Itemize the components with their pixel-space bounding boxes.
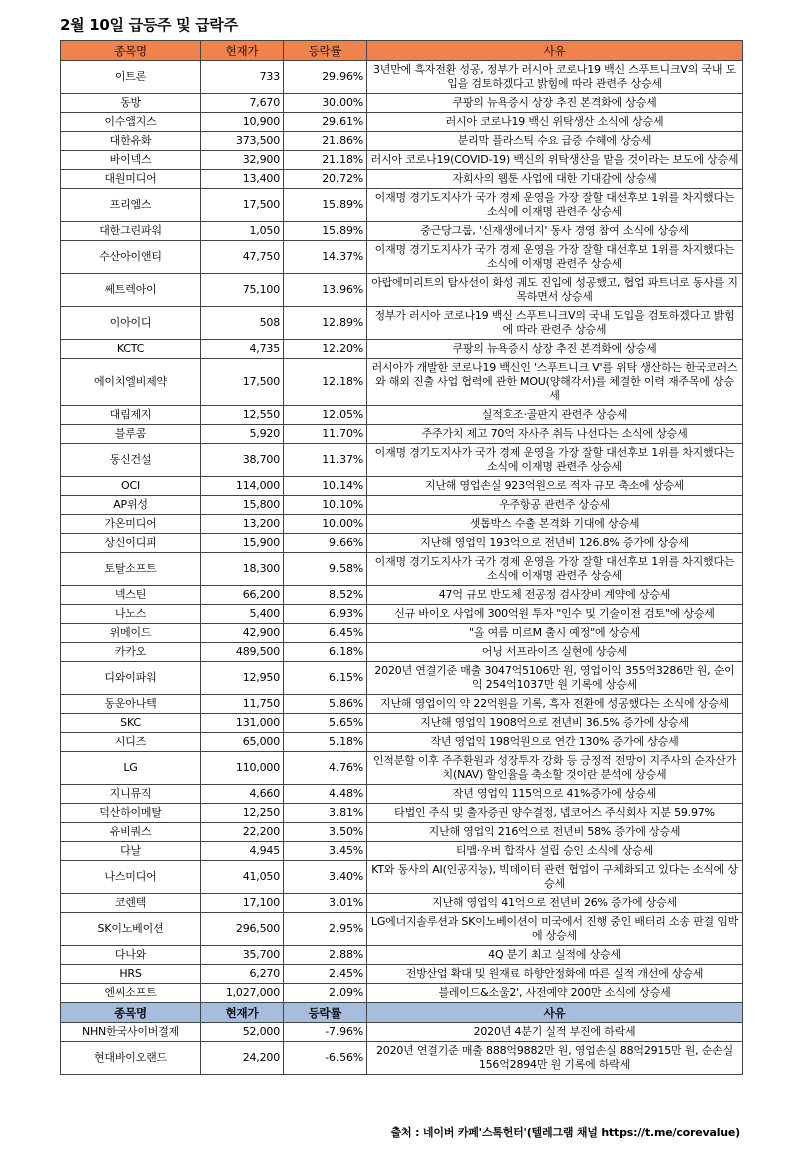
losers-header-row xyxy=(61,1003,743,1023)
stock-reason: 러시아 코로나19(COVID-19) 백신의 위탁생산을 맡을 것이라는 보도에 상승세 xyxy=(367,151,743,170)
stock-rate: -7.96% xyxy=(284,1023,367,1042)
table-row xyxy=(61,515,743,534)
stock-rate: 6.15% xyxy=(284,662,367,695)
stock-price: 35,700 xyxy=(201,946,284,965)
stock-price: 5,400 xyxy=(201,605,284,624)
stock-rate: 3.81% xyxy=(284,804,367,823)
stock-rate: 11.37% xyxy=(284,444,367,477)
stock-price: 24,200 xyxy=(201,1042,284,1075)
stock-reason: 이재명 경기도지사가 국가 경제 운영을 가장 잘할 대선후보 1위를 차지했다는 소식에 이재명 관련주 상승세 xyxy=(367,241,743,274)
stock-price: 6,270 xyxy=(201,965,284,984)
stock-rate: 2.88% xyxy=(284,946,367,965)
stock-name: 나스미디어 xyxy=(61,861,201,894)
stock-reason: 지난해 영업이익 약 22억원을 기록, 흑자 전환에 성공했다는 소식에 상승세 xyxy=(367,695,743,714)
table-row xyxy=(61,785,743,804)
stock-price: 296,500 xyxy=(201,913,284,946)
stock-name: 넥스틴 xyxy=(61,586,201,605)
stock-name: KCTC xyxy=(61,340,201,359)
stock-rate: 4.48% xyxy=(284,785,367,804)
header-name: 종목명 xyxy=(61,41,201,61)
stock-price: 41,050 xyxy=(201,861,284,894)
stock-reason: 지난해 영업익 216억으로 전년비 58% 증가에 상승세 xyxy=(367,823,743,842)
header-reason: 사유 xyxy=(367,41,743,61)
stock-rate: 6.45% xyxy=(284,624,367,643)
stock-reason: 쿠팡의 뉴욕증시 상장 추진 본격화에 상승세 xyxy=(367,94,743,113)
stock-rate: 10.14% xyxy=(284,477,367,496)
stock-reason: LG에너지솔루션과 SK이노베이션이 미국에서 진행 중인 배터리 소송 판결 임박에 상승세 xyxy=(367,913,743,946)
stock-name: 이트론 xyxy=(61,61,201,94)
stock-rate: 3.50% xyxy=(284,823,367,842)
stock-name: 다날 xyxy=(61,842,201,861)
table-row xyxy=(61,1023,743,1042)
stock-name: 엔씨소프트 xyxy=(61,984,201,1003)
table-row xyxy=(61,1042,743,1075)
stock-reason: 이재명 경기도지사가 국가 경제 운영을 가장 잘할 대선후보 1위를 차지했다는 소식에 이재명 관련주 상승세 xyxy=(367,444,743,477)
stock-price: 18,300 xyxy=(201,553,284,586)
stock-rate: 10.10% xyxy=(284,496,367,515)
stock-rate: 15.89% xyxy=(284,189,367,222)
stock-price: 12,950 xyxy=(201,662,284,695)
stock-price: 12,550 xyxy=(201,406,284,425)
stock-rate: 21.18% xyxy=(284,151,367,170)
stock-rate: 10.00% xyxy=(284,515,367,534)
page-title: 2월 10일 급등주 및 급락주 xyxy=(60,16,238,34)
table-row xyxy=(61,695,743,714)
stock-price: 17,100 xyxy=(201,894,284,913)
table-row xyxy=(61,984,743,1003)
stock-name: 코렌텍 xyxy=(61,894,201,913)
stock-rate: 5.86% xyxy=(284,695,367,714)
stock-name: 바이넥스 xyxy=(61,151,201,170)
stock-rate: 29.96% xyxy=(284,61,367,94)
stock-name: 수산아이앤티 xyxy=(61,241,201,274)
stock-reason: 실적호조·골판지 관련주 상승세 xyxy=(367,406,743,425)
stock-name: 카카오 xyxy=(61,643,201,662)
stock-reason: 지난해 영업손실 923억원으로 적자 규모 축소에 상승세 xyxy=(367,477,743,496)
stock-price: 11,750 xyxy=(201,695,284,714)
stock-reason: 쿠팡의 뉴욕증시 상장 추진 본격화에 상승세 xyxy=(367,340,743,359)
stock-rate: 2.45% xyxy=(284,965,367,984)
table-row xyxy=(61,861,743,894)
table-row xyxy=(61,965,743,984)
stock-name: 동방 xyxy=(61,94,201,113)
stock-rate: 15.89% xyxy=(284,222,367,241)
stock-rate: 9.58% xyxy=(284,553,367,586)
table-row xyxy=(61,359,743,406)
stock-reason: 4Q 분기 최고 실적에 상승세 xyxy=(367,946,743,965)
table-row xyxy=(61,406,743,425)
stock-name: 프리엠스 xyxy=(61,189,201,222)
stock-reason: 3년만에 흑자전환 성공, 정부가 러시아 코로나19 백신 스푸트니크V의 국내 도입을 검토하겠다고 밝힘에 따라 관련주 상승세 xyxy=(367,61,743,94)
stock-reason: 정부가 러시아 코로나19 백신 스푸트니크V의 국내 도입을 검토하겠다고 밝힘에 따라 관련주 상승세 xyxy=(367,307,743,340)
stock-rate: 9.66% xyxy=(284,534,367,553)
stock-rate: 11.70% xyxy=(284,425,367,444)
stock-price: 508 xyxy=(201,307,284,340)
table-row xyxy=(61,425,743,444)
source-footer: 출처 : 네이버 카페'스톡헌터'(텔레그램 채널 https://t.me/corevalue) xyxy=(390,1126,740,1139)
stock-rate: 3.45% xyxy=(284,842,367,861)
stock-reason: 타법인 주식 및 출자증권 양수결정, 넵코어스 주식회사 지분 59.97% xyxy=(367,804,743,823)
table-row xyxy=(61,113,743,132)
stock-reason: 지난해 영업익 1908억으로 전년비 36.5% 증가에 상승세 xyxy=(367,714,743,733)
stock-reason: 우주항공 관련주 상승세 xyxy=(367,496,743,515)
stock-table xyxy=(60,40,743,1075)
table-row xyxy=(61,842,743,861)
table-row xyxy=(61,496,743,515)
header-price: 현재가 xyxy=(201,1003,284,1023)
stock-reason: 중근당그룹, '신재생에너지' 동사 경영 참여 소식에 상승세 xyxy=(367,222,743,241)
stock-rate: 30.00% xyxy=(284,94,367,113)
stock-rate: 29.61% xyxy=(284,113,367,132)
stock-name: 시디즈 xyxy=(61,733,201,752)
stock-name: 디와이파워 xyxy=(61,662,201,695)
stock-rate: 2.09% xyxy=(284,984,367,1003)
stock-rate: 20.72% xyxy=(284,170,367,189)
stock-reason: 주주가치 제고 70억 자사주 취득 나선다는 소식에 상승세 xyxy=(367,425,743,444)
stock-name: HRS xyxy=(61,965,201,984)
stock-price: 4,735 xyxy=(201,340,284,359)
stock-reason: 전방산업 확대 및 원재료 하향안정화에 따른 실적 개선에 상승세 xyxy=(367,965,743,984)
stock-reason: 분리막 플라스틱 수요 급증 수혜에 상승세 xyxy=(367,132,743,151)
stock-reason: 티맵·우버 합작사 설립 승인 소식에 상승세 xyxy=(367,842,743,861)
stock-reason: 블레이드&소울2', 사전예약 200만 소식에 상승세 xyxy=(367,984,743,1003)
stock-reason: 신규 바이오 사업에 300억원 투자 "인수 및 기술이전 검토"에 상승세 xyxy=(367,605,743,624)
stock-price: 114,000 xyxy=(201,477,284,496)
stock-price: 110,000 xyxy=(201,752,284,785)
stock-reason: 작년 영업익 198억원으로 연간 130% 증가에 상승세 xyxy=(367,733,743,752)
table-row xyxy=(61,733,743,752)
stock-price: 12,250 xyxy=(201,804,284,823)
stock-reason: 아랍에미리트의 탐사선이 화성 궤도 진입에 성공했고, 협업 파트너로 동사를 지목하면서 상승세 xyxy=(367,274,743,307)
table-row xyxy=(61,662,743,695)
stock-price: 1,027,000 xyxy=(201,984,284,1003)
stock-rate: 5.65% xyxy=(284,714,367,733)
stock-name: 위메이드 xyxy=(61,624,201,643)
stock-price: 5,920 xyxy=(201,425,284,444)
stock-price: 66,200 xyxy=(201,586,284,605)
stock-name: 가온미디어 xyxy=(61,515,201,534)
stock-reason: 이재명 경기도지사가 국가 경제 운영을 가장 잘할 대선후보 1위를 차지했다는 소식에 이재명 관련주 상승세 xyxy=(367,553,743,586)
stock-rate: 21.86% xyxy=(284,132,367,151)
table-row xyxy=(61,170,743,189)
stock-price: 15,800 xyxy=(201,496,284,515)
stock-name: LG xyxy=(61,752,201,785)
stock-name: 유비쿼스 xyxy=(61,823,201,842)
stock-price: 75,100 xyxy=(201,274,284,307)
stock-price: 52,000 xyxy=(201,1023,284,1042)
stock-rate: 4.76% xyxy=(284,752,367,785)
stock-reason: 2020년 연결기준 매출 3047억5106만 원, 영업이익 355억3286만 원, 순이익 254억1037만 원 기록에 상승세 xyxy=(367,662,743,695)
table-row xyxy=(61,340,743,359)
stock-rate: 3.40% xyxy=(284,861,367,894)
stock-name: 나노스 xyxy=(61,605,201,624)
stock-name: 대한유화 xyxy=(61,132,201,151)
stock-rate: 6.18% xyxy=(284,643,367,662)
stock-name: 대림제지 xyxy=(61,406,201,425)
table-row xyxy=(61,151,743,170)
stock-reason: 지난해 영업익 41억으로 전년비 26% 증가에 상승세 xyxy=(367,894,743,913)
stock-name: 쎄트렉아이 xyxy=(61,274,201,307)
table-row xyxy=(61,752,743,785)
table-row xyxy=(61,894,743,913)
stock-name: SK이노베이션 xyxy=(61,913,201,946)
table-row xyxy=(61,624,743,643)
header-name: 종목명 xyxy=(61,1003,201,1023)
table-row xyxy=(61,534,743,553)
table-row xyxy=(61,274,743,307)
stock-price: 13,200 xyxy=(201,515,284,534)
stock-name: 에이치엘비제약 xyxy=(61,359,201,406)
stock-price: 4,660 xyxy=(201,785,284,804)
stock-reason: 2020년 연결기준 매출 888억9882만 원, 영업손실 88억2915만 원, 순손실 156억2894만 원 기록에 하락세 xyxy=(367,1042,743,1075)
stock-reason: 자회사의 웹툰 사업에 대한 기대감에 상승세 xyxy=(367,170,743,189)
stock-name: 토탈소프트 xyxy=(61,553,201,586)
stock-price: 32,900 xyxy=(201,151,284,170)
stock-price: 4,945 xyxy=(201,842,284,861)
stock-price: 38,700 xyxy=(201,444,284,477)
stock-reason: 이재명 경기도지사가 국가 경제 운영을 가장 잘할 대선후보 1위를 차지했다는 소식에 이재명 관련주 상승세 xyxy=(367,189,743,222)
table-row xyxy=(61,643,743,662)
stock-reason: KT와 동사의 AI(인공지능), 빅데이터 관련 협업이 구체화되고 있다는 소식에 상승세 xyxy=(367,861,743,894)
stock-name: 이아이디 xyxy=(61,307,201,340)
stock-rate: 3.01% xyxy=(284,894,367,913)
table-row xyxy=(61,823,743,842)
stock-reason: 러시아 코로나19 백신 위탁생산 소식에 상승세 xyxy=(367,113,743,132)
table-row xyxy=(61,913,743,946)
header-price: 현재가 xyxy=(201,41,284,61)
stock-name: 대원미디어 xyxy=(61,170,201,189)
stock-reason: 47억 규모 반도체 전공정 검사장비 계약에 상승세 xyxy=(367,586,743,605)
table-row xyxy=(61,946,743,965)
stock-price: 489,500 xyxy=(201,643,284,662)
stock-reason: 작년 영업익 115억으로 41%증가에 상승세 xyxy=(367,785,743,804)
table-row xyxy=(61,553,743,586)
table-row xyxy=(61,714,743,733)
stock-price: 17,500 xyxy=(201,359,284,406)
stock-name: 이수앱지스 xyxy=(61,113,201,132)
header-reason: 사유 xyxy=(367,1003,743,1023)
stock-name: NHN한국사이버결제 xyxy=(61,1023,201,1042)
stock-name: SKC xyxy=(61,714,201,733)
table-row xyxy=(61,222,743,241)
stock-price: 17,500 xyxy=(201,189,284,222)
stock-rate: 2.95% xyxy=(284,913,367,946)
table-row xyxy=(61,189,743,222)
header-rate: 등락률 xyxy=(284,41,367,61)
stock-price: 13,400 xyxy=(201,170,284,189)
stock-price: 42,900 xyxy=(201,624,284,643)
stock-price: 131,000 xyxy=(201,714,284,733)
stock-price: 1,050 xyxy=(201,222,284,241)
table-row xyxy=(61,241,743,274)
stock-price: 7,670 xyxy=(201,94,284,113)
stock-name: 동신건설 xyxy=(61,444,201,477)
stock-name: 덕산하이메탈 xyxy=(61,804,201,823)
stock-reason: 셋톱박스 수출 본격화 기대에 상승세 xyxy=(367,515,743,534)
stock-name: 상신이디피 xyxy=(61,534,201,553)
stock-name: 대한그린파워 xyxy=(61,222,201,241)
stock-name: 다나와 xyxy=(61,946,201,965)
stock-price: 373,500 xyxy=(201,132,284,151)
table-row xyxy=(61,804,743,823)
header-rate: 등락률 xyxy=(284,1003,367,1023)
table-row xyxy=(61,444,743,477)
table-row xyxy=(61,61,743,94)
table-row xyxy=(61,605,743,624)
stock-name: OCI xyxy=(61,477,201,496)
table-row xyxy=(61,132,743,151)
stock-reason: 지난해 영업익 193억으로 전년비 126.8% 증가에 상승세 xyxy=(367,534,743,553)
stock-rate: 12.05% xyxy=(284,406,367,425)
gainers-header-row xyxy=(61,41,743,61)
stock-price: 65,000 xyxy=(201,733,284,752)
stock-rate: 13.96% xyxy=(284,274,367,307)
stock-name: 현대바이오랜드 xyxy=(61,1042,201,1075)
stock-rate: 8.52% xyxy=(284,586,367,605)
stock-rate: 12.89% xyxy=(284,307,367,340)
stock-name: AP위성 xyxy=(61,496,201,515)
stock-reason: 러시아가 개발한 코로나19 백신인 '스푸트니크 V'를 위탁 생산하는 한국코러스와 해외 진출 사업 협력에 관한 MOU(양해각서)를 체결한 이력 재주목에 상승세 xyxy=(367,359,743,406)
stock-price: 733 xyxy=(201,61,284,94)
stock-name: 블루콤 xyxy=(61,425,201,444)
stock-rate: 12.18% xyxy=(284,359,367,406)
stock-rate: -6.56% xyxy=(284,1042,367,1075)
table-row xyxy=(61,94,743,113)
stock-name: 지니뮤직 xyxy=(61,785,201,804)
stock-name: 동운아나텍 xyxy=(61,695,201,714)
stock-price: 10,900 xyxy=(201,113,284,132)
table-row xyxy=(61,307,743,340)
stock-reason: "올 여름 미르M 출시 예정"에 상승세 xyxy=(367,624,743,643)
stock-rate: 12.20% xyxy=(284,340,367,359)
stock-price: 47,750 xyxy=(201,241,284,274)
table-row xyxy=(61,477,743,496)
stock-rate: 6.93% xyxy=(284,605,367,624)
stock-rate: 14.37% xyxy=(284,241,367,274)
stock-reason: 2020년 4분기 실적 부진에 하락세 xyxy=(367,1023,743,1042)
stock-rate: 5.18% xyxy=(284,733,367,752)
table-row xyxy=(61,586,743,605)
stock-reason: 인적분할 이후 주주환원과 성장투자 강화 등 긍정적 전망이 지주사의 순자산가치(NAV) 할인율을 축소할 것이란 분석에 상승세 xyxy=(367,752,743,785)
stock-price: 22,200 xyxy=(201,823,284,842)
stock-price: 15,900 xyxy=(201,534,284,553)
stock-reason: 어닝 서프라이즈 실현에 상승세 xyxy=(367,643,743,662)
